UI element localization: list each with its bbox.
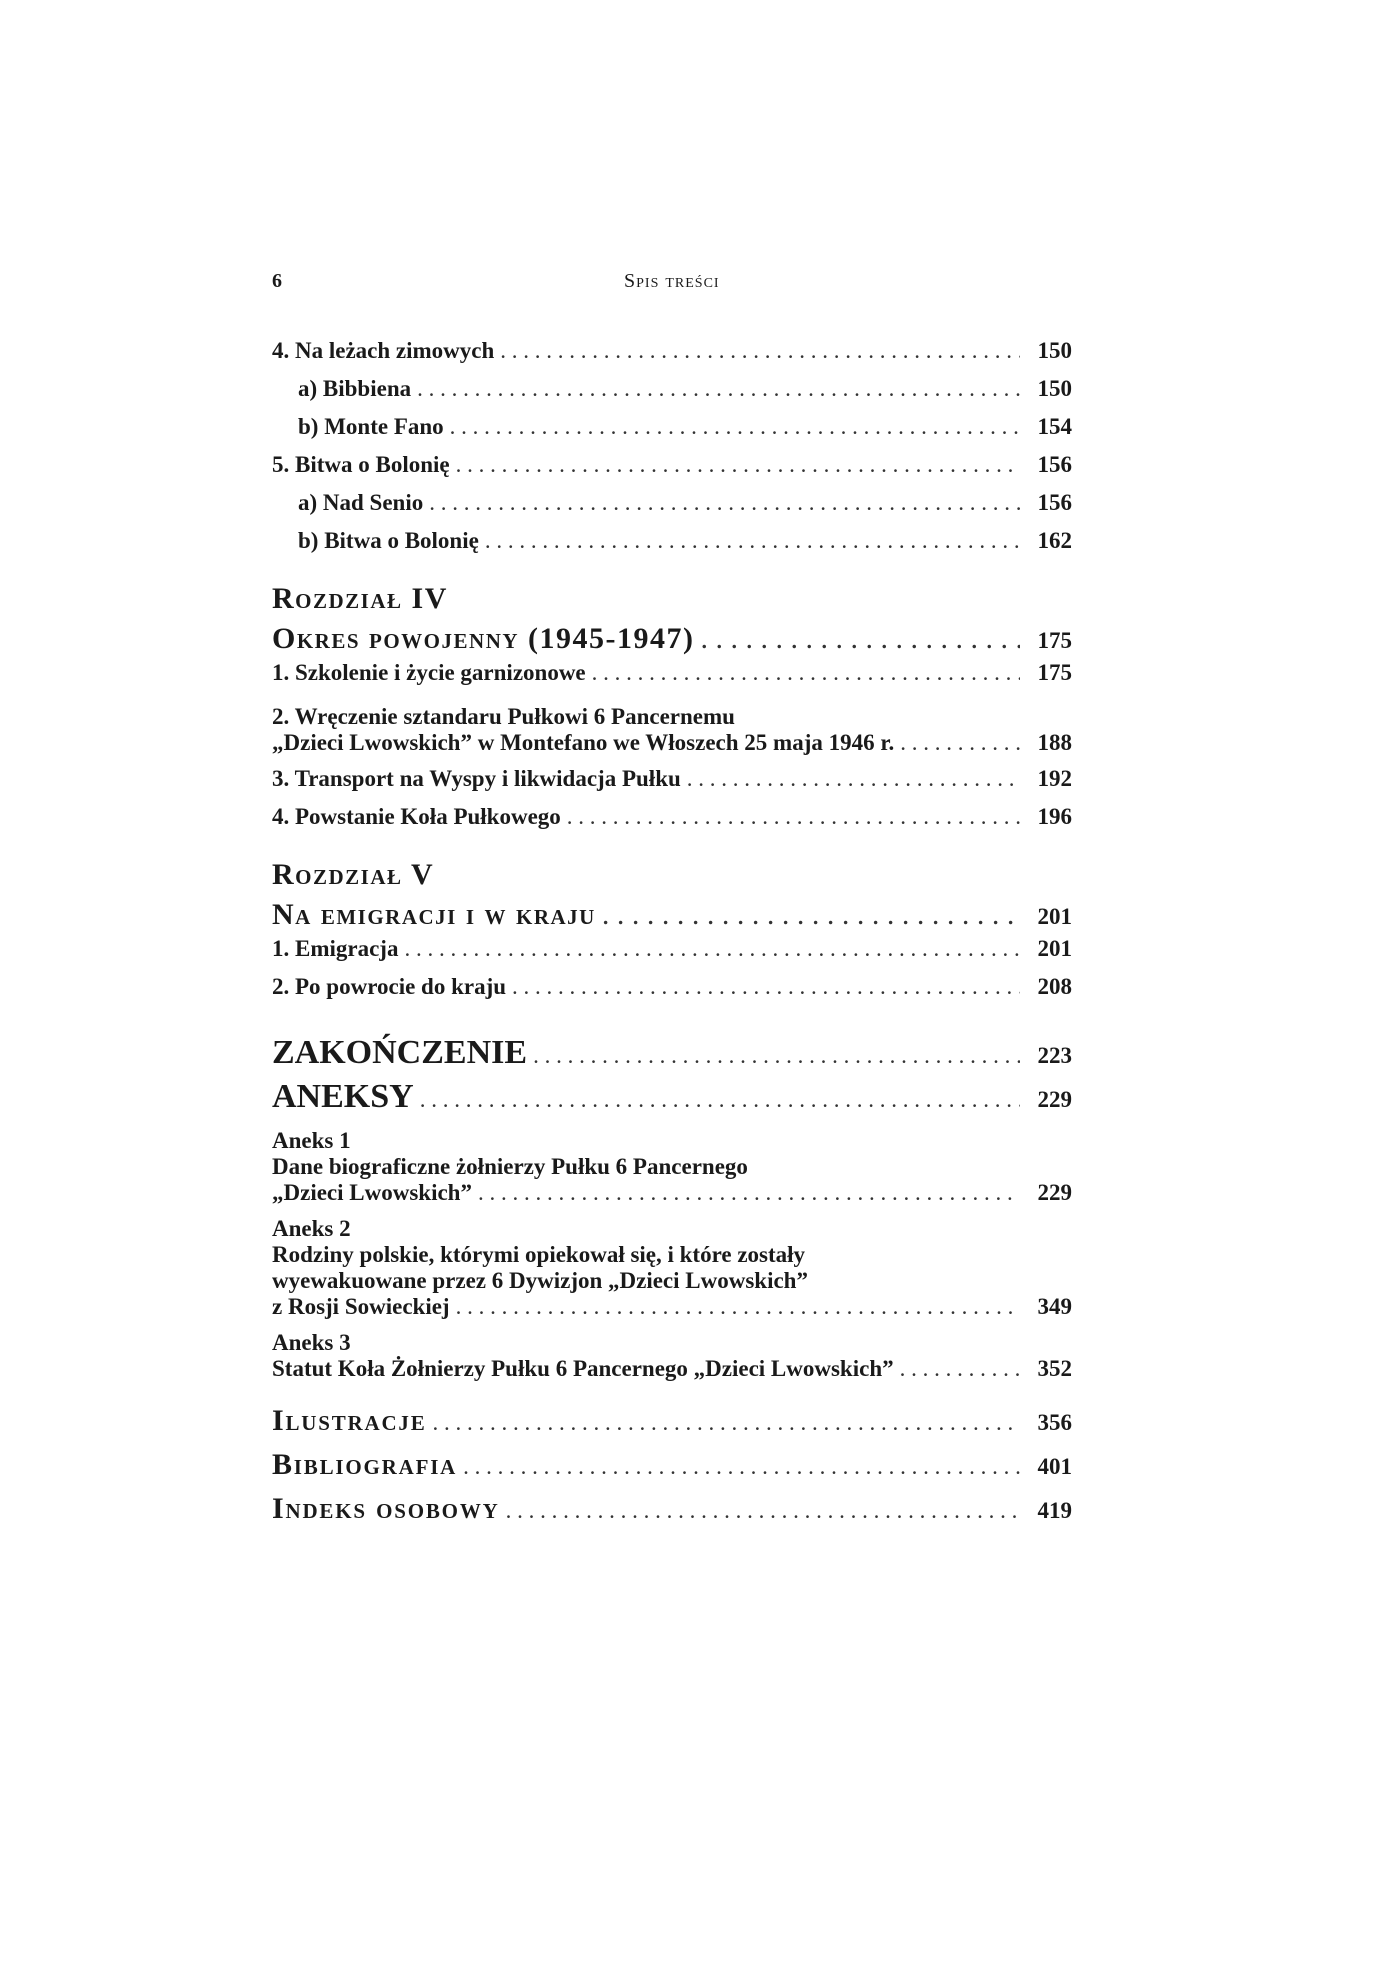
toc-entry-page: 229 (1037, 1087, 1072, 1112)
chapter-heading: Rozdział V (272, 858, 435, 891)
toc-entry[interactable] (272, 766, 1072, 804)
dot-leader (456, 452, 1020, 478)
dot-leader (533, 1043, 1020, 1069)
toc-entry-label: Na emigracji i w kraju (272, 898, 596, 931)
dot-leader (512, 974, 1020, 1000)
toc-entry[interactable] (272, 1180, 1072, 1208)
running-head (272, 270, 1072, 300)
toc-entry-page: 401 (1037, 1454, 1072, 1479)
toc-entry-label: ANEKSY (272, 1078, 414, 1115)
toc-entry[interactable] (272, 376, 1072, 414)
toc-entry-label: a) Bibbiena (298, 376, 412, 401)
toc-entry-page: 154 (1037, 414, 1072, 439)
dot-leader (433, 1410, 1020, 1436)
toc-entry-line: wyewakuowane przez 6 Dywizjon „Dzieci Lwowskich” (272, 1268, 808, 1293)
toc-entry-page: 156 (1037, 490, 1072, 515)
toc-section-entry[interactable] (272, 1034, 1072, 1078)
toc-entry[interactable] (272, 414, 1072, 452)
toc-entry-label: a) Nad Senio (298, 490, 424, 515)
toc-entry-page: 201 (1037, 904, 1072, 929)
table-of-contents (272, 338, 1072, 1536)
annex-title: Aneks 3 (272, 1330, 351, 1355)
dot-leader (592, 660, 1020, 686)
toc-entry-label: Ilustracje (272, 1404, 427, 1437)
toc-entry[interactable] (272, 974, 1072, 1012)
toc-entry-page: 192 (1037, 766, 1072, 791)
toc-entry-line: Dane biograficzne żołnierzy Pułku 6 Pancernego (272, 1154, 748, 1179)
toc-entry-label: ZAKOŃCZENIE (272, 1034, 528, 1071)
toc-entry-label: z Rosji Sowieckiej (272, 1294, 450, 1319)
toc-entry[interactable] (272, 804, 1072, 842)
dot-leader (687, 766, 1020, 792)
dot-leader (602, 898, 1020, 932)
toc-entry-page: 175 (1037, 628, 1072, 653)
toc-entry-label: Indeks osobowy (272, 1492, 500, 1525)
toc-chapter-entry[interactable] (272, 622, 1072, 660)
toc-entry[interactable] (272, 338, 1072, 376)
toc-chapter-entry[interactable] (272, 898, 1072, 936)
toc-entry[interactable] (272, 730, 1072, 758)
dot-leader (485, 528, 1020, 554)
dot-leader (463, 1454, 1020, 1480)
toc-entry-label: Okres powojenny (1945-1947) (272, 622, 695, 655)
toc-entry-page: 150 (1037, 376, 1072, 401)
toc-entry-label: 1. Emigracja (272, 936, 399, 961)
page-number: 6 (272, 270, 282, 292)
toc-entry-page: 188 (1037, 730, 1072, 755)
dot-leader (450, 414, 1020, 440)
toc-entry-page: 229 (1037, 1180, 1072, 1205)
toc-entry[interactable] (272, 936, 1072, 974)
toc-entry-page: 352 (1037, 1356, 1072, 1381)
dot-leader (429, 490, 1020, 516)
dot-leader (417, 376, 1020, 402)
toc-entry-page: 162 (1037, 528, 1072, 553)
chapter-heading: Rozdział IV (272, 582, 448, 615)
toc-entry-page: 356 (1037, 1410, 1072, 1435)
running-title: Spis treści (624, 270, 720, 292)
toc-entry[interactable] (272, 452, 1072, 490)
toc-entry-page: 201 (1037, 936, 1072, 961)
annex-title: Aneks 2 (272, 1216, 351, 1241)
dot-leader (900, 1356, 1020, 1382)
toc-entry-label: 4. Na leżach zimowych (272, 338, 495, 363)
toc-entry-line: 2. Wręczenie sztandaru Pułkowi 6 Pancernemu (272, 704, 735, 729)
toc-entry[interactable] (272, 490, 1072, 528)
dot-leader (404, 936, 1020, 962)
toc-entry-label: „Dzieci Lwowskich” (272, 1180, 472, 1205)
toc-entry-page: 419 (1037, 1498, 1072, 1523)
dot-leader (506, 1498, 1020, 1524)
toc-entry-label: „Dzieci Lwowskich” w Montefano we Włoszech 25 maja 1946 r. (272, 730, 895, 755)
toc-entry-page: 150 (1037, 338, 1072, 363)
toc-entry-label: Bibliografia (272, 1448, 458, 1481)
toc-entry[interactable] (272, 1356, 1072, 1384)
toc-entry[interactable] (272, 528, 1072, 566)
toc-entry-label: 1. Szkolenie i życie garnizonowe (272, 660, 586, 685)
toc-entry-label: 5. Bitwa o Bolonię (272, 452, 450, 477)
toc-section-entry[interactable] (272, 1078, 1072, 1122)
toc-entry-page: 208 (1037, 974, 1072, 999)
toc-entry-page: 156 (1037, 452, 1072, 477)
annex-title: Aneks 1 (272, 1128, 351, 1153)
toc-entry-label: 3. Transport na Wyspy i likwidacja Pułku (272, 766, 681, 791)
toc-section-entry[interactable] (272, 1404, 1072, 1448)
dot-leader (900, 730, 1020, 756)
toc-section-entry[interactable] (272, 1492, 1072, 1536)
dot-leader (478, 1180, 1020, 1206)
toc-entry[interactable] (272, 1294, 1072, 1322)
toc-entry-page: 175 (1037, 660, 1072, 685)
toc-entry-line: Rodziny polskie, którymi opiekował się, i które zostały (272, 1242, 806, 1267)
dot-leader (420, 1087, 1020, 1113)
dot-leader (567, 804, 1020, 830)
toc-entry-label: b) Bitwa o Bolonię (298, 528, 479, 553)
toc-section-entry[interactable] (272, 1448, 1072, 1492)
toc-entry-label: 4. Powstanie Koła Pułkowego (272, 804, 561, 829)
dot-leader (500, 338, 1020, 364)
toc-entry-label: 2. Po powrocie do kraju (272, 974, 507, 999)
dot-leader (701, 622, 1021, 656)
toc-entry-page: 349 (1037, 1294, 1072, 1319)
toc-entry-page: 223 (1037, 1043, 1072, 1068)
toc-entry-label: Statut Koła Żołnierzy Pułku 6 Pancernego „Dzieci Lwowskich” (272, 1356, 894, 1381)
dot-leader (456, 1294, 1020, 1320)
toc-entry-page: 196 (1037, 804, 1072, 829)
toc-entry-label: b) Monte Fano (298, 414, 444, 439)
toc-entry[interactable] (272, 660, 1072, 698)
